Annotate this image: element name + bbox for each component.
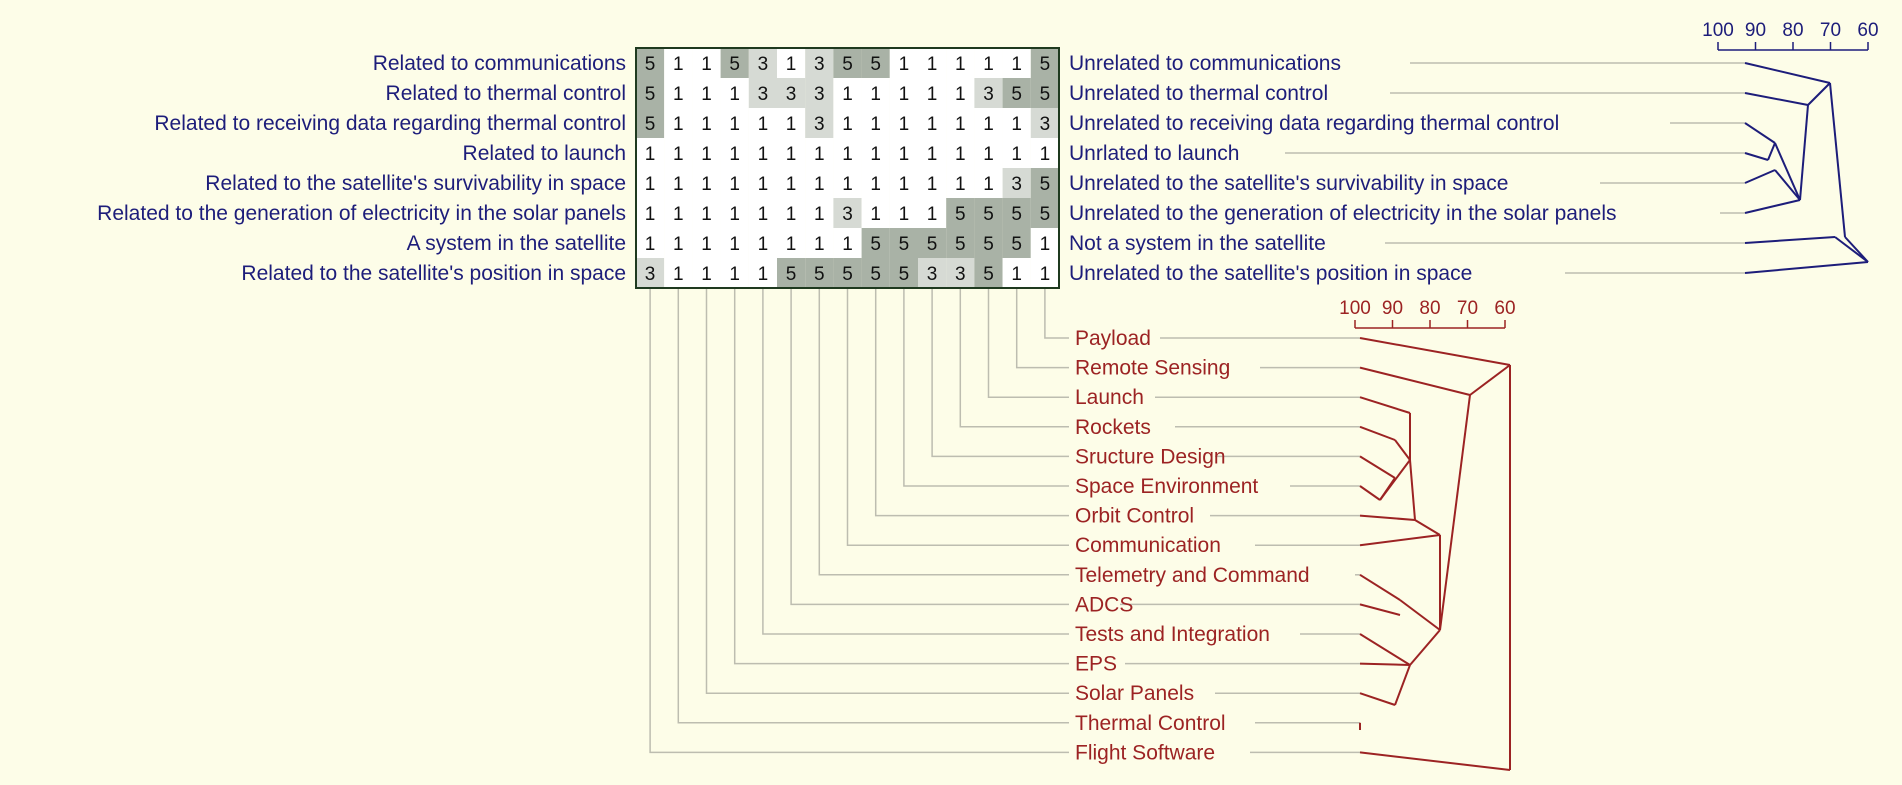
element-label: Tests and Integration — [1075, 623, 1270, 646]
cell-rating: 3 — [1011, 174, 1022, 195]
cell-rating: 1 — [814, 204, 825, 225]
scale-tick-label: 80 — [1782, 20, 1804, 41]
cell-rating: 1 — [955, 84, 966, 105]
construct-labels-left — [97, 52, 626, 285]
element-branch — [1360, 604, 1400, 615]
element-leader — [1045, 288, 1069, 338]
cell-rating: 1 — [870, 114, 881, 135]
cell-rating: 1 — [644, 174, 656, 195]
element-label: Payload — [1075, 327, 1151, 350]
construct-right-label: Unrelated to communications — [1069, 52, 1341, 75]
element-leader — [1017, 288, 1069, 368]
cell-rating: 1 — [673, 264, 684, 285]
element-label: Sructure Design — [1075, 445, 1226, 469]
cell-rating: 3 — [814, 114, 825, 135]
construct-branch — [1768, 143, 1775, 160]
cell-rating: 5 — [1011, 84, 1022, 105]
cell-rating: 1 — [1011, 264, 1022, 285]
cell-rating: 3 — [785, 84, 797, 105]
scale-tick-label: 90 — [1744, 20, 1767, 41]
cell-rating: 1 — [785, 204, 797, 225]
construct-dendrogram — [1745, 63, 1868, 273]
cell-rating: 1 — [983, 144, 994, 165]
cell-rating: 1 — [842, 234, 853, 255]
construct-right-label: Unrelated to the satellite's position in space — [1069, 262, 1473, 285]
cell-rating: 5 — [870, 54, 881, 75]
element-label: Telemetry and Command — [1075, 563, 1310, 587]
element-dendrogram — [1360, 338, 1510, 770]
cell-rating: 1 — [983, 54, 994, 75]
element-branch — [1410, 460, 1415, 520]
construct-branch — [1745, 170, 1775, 183]
cell-rating: 5 — [983, 264, 994, 285]
construct-branch — [1745, 237, 1835, 243]
cell-rating: 5 — [1039, 174, 1051, 195]
cell-rating: 1 — [757, 114, 769, 135]
cell-rating: 1 — [898, 54, 910, 75]
element-label: Communication — [1075, 534, 1221, 558]
cell-rating: 1 — [729, 204, 740, 225]
cell-rating: 3 — [814, 54, 825, 75]
cell-rating: 1 — [701, 234, 712, 255]
cell-rating: 1 — [757, 234, 769, 255]
element-branch — [1360, 752, 1510, 770]
element-label: Rockets — [1075, 415, 1151, 439]
cell-rating: 5 — [729, 54, 740, 75]
cell-rating: 3 — [955, 264, 966, 285]
cell-rating: 1 — [673, 234, 684, 255]
cell-rating: 1 — [1039, 234, 1051, 255]
cell-rating: 1 — [644, 204, 656, 225]
cell-rating: 1 — [983, 114, 994, 135]
cell-rating: 5 — [1011, 234, 1022, 255]
construct-left-label: Related to thermal control — [385, 82, 626, 105]
cell-rating: 5 — [870, 264, 881, 285]
construct-branch — [1745, 123, 1775, 143]
construct-branch — [1745, 153, 1768, 160]
cell-rating: 1 — [757, 264, 769, 285]
element-leader — [932, 288, 1069, 456]
element-label: Thermal Control — [1075, 711, 1226, 735]
construct-right-label: Unrelated to thermal control — [1069, 82, 1329, 105]
cell-rating: 1 — [729, 144, 740, 165]
construct-right-label: Unrelated to the satellite's survivability in space — [1069, 172, 1509, 195]
element-leader — [876, 288, 1069, 516]
cell-rating: 1 — [757, 204, 769, 225]
construct-left-label: Related to receiving data regarding thermal control — [154, 112, 626, 135]
construct-branch — [1830, 83, 1845, 237]
scale-tick-label: 100 — [1702, 20, 1734, 41]
element-leader — [678, 288, 1069, 723]
construct-left-label: Related to the satellite's position in space — [241, 262, 626, 285]
element-branch — [1360, 456, 1395, 478]
cell-rating: 1 — [729, 234, 740, 255]
cell-rating: 1 — [898, 114, 910, 135]
cell-rating: 1 — [729, 84, 740, 105]
element-branch — [1415, 520, 1440, 535]
cell-rating: 1 — [926, 84, 938, 105]
cell-rating: 1 — [870, 174, 881, 195]
element-branch — [1470, 365, 1510, 395]
cell-rating: 5 — [983, 234, 994, 255]
element-label: Solar Panels — [1075, 682, 1195, 706]
scale-tick-label: 90 — [1381, 298, 1404, 319]
construct-left-label: A system in the satellite — [406, 232, 626, 255]
cell-rating: 1 — [1011, 114, 1022, 135]
cell-rating: 5 — [1039, 54, 1051, 75]
construct-branch — [1745, 63, 1830, 83]
element-branch — [1360, 516, 1415, 520]
cell-rating: 3 — [644, 264, 656, 285]
cell-rating: 1 — [701, 174, 712, 195]
cell-rating: 1 — [644, 234, 656, 255]
cell-rating: 5 — [898, 264, 910, 285]
element-branch — [1360, 693, 1395, 705]
element-leader — [791, 288, 1069, 604]
element-branch — [1360, 664, 1410, 665]
cell-rating: 1 — [870, 84, 881, 105]
element-branch — [1360, 575, 1400, 600]
scale-tick-label: 60 — [1857, 20, 1879, 41]
construct-branch — [1808, 83, 1830, 105]
cell-rating: 1 — [814, 234, 825, 255]
cell-rating: 1 — [785, 54, 797, 75]
cell-rating: 1 — [673, 54, 684, 75]
construct-left-label: Related to the generation of electricity in the solar panels — [97, 202, 626, 225]
cell-rating: 1 — [898, 84, 910, 105]
cell-rating: 3 — [757, 84, 769, 105]
element-leader — [707, 288, 1070, 693]
cell-rating: 5 — [644, 84, 656, 105]
cell-rating: 5 — [644, 114, 656, 135]
cell-rating: 1 — [1011, 54, 1022, 75]
element-label: Space Environment — [1075, 475, 1259, 498]
cell-rating: 1 — [842, 174, 853, 195]
cell-rating: 1 — [926, 54, 938, 75]
cell-rating: 1 — [673, 204, 684, 225]
cell-rating: 5 — [1011, 204, 1022, 225]
element-branch — [1395, 440, 1410, 460]
cell-rating: 5 — [1039, 84, 1051, 105]
cell-rating: 1 — [1011, 144, 1022, 165]
element-branch — [1360, 634, 1410, 665]
element-branch — [1395, 665, 1410, 705]
cell-rating: 1 — [842, 144, 853, 165]
cell-rating: 1 — [701, 54, 712, 75]
cell-rating: 3 — [842, 204, 853, 225]
cell-rating: 3 — [983, 84, 994, 105]
cell-rating: 1 — [729, 174, 740, 195]
cell-rating: 5 — [644, 54, 656, 75]
element-leader — [989, 288, 1070, 397]
cell-rating: 5 — [955, 234, 966, 255]
construct-left-label: Related to launch — [462, 142, 626, 165]
cell-rating: 1 — [955, 114, 966, 135]
cell-rating: 5 — [842, 54, 853, 75]
scale-tick-label: 60 — [1494, 298, 1516, 319]
element-similarity-scale — [1339, 298, 1515, 328]
element-label: EPS — [1075, 652, 1118, 676]
cell-rating: 1 — [926, 204, 938, 225]
cell-rating: 5 — [955, 204, 966, 225]
construct-branch — [1800, 105, 1808, 200]
element-leader — [960, 288, 1069, 427]
cell-rating: 1 — [870, 144, 881, 165]
cell-rating: 5 — [785, 264, 797, 285]
scale-tick-label: 80 — [1419, 298, 1441, 319]
element-label: Orbit Control — [1075, 504, 1195, 528]
cell-rating: 3 — [926, 264, 938, 285]
cell-rating: 1 — [729, 264, 740, 285]
cell-rating: 1 — [926, 114, 938, 135]
element-leader — [763, 288, 1069, 634]
element-leader — [848, 288, 1070, 545]
cell-rating: 1 — [926, 174, 938, 195]
cell-rating: 1 — [955, 144, 966, 165]
cell-rating: 5 — [842, 264, 853, 285]
cell-rating: 1 — [729, 114, 740, 135]
cell-rating: 1 — [701, 204, 712, 225]
cell-rating: 1 — [701, 264, 712, 285]
cell-rating: 1 — [955, 54, 966, 75]
cell-rating: 1 — [926, 144, 938, 165]
cell-rating: 1 — [701, 84, 712, 105]
cell-rating: 1 — [1039, 264, 1051, 285]
construct-right-label: Unrlated to launch — [1069, 142, 1240, 165]
cell-rating: 5 — [926, 234, 938, 255]
cell-rating: 1 — [842, 84, 853, 105]
cell-rating: 1 — [673, 144, 684, 165]
cell-rating: 1 — [898, 204, 910, 225]
construct-branch — [1845, 237, 1868, 262]
cell-rating: 1 — [785, 144, 797, 165]
cell-rating: 1 — [673, 84, 684, 105]
scale-tick-label: 70 — [1819, 20, 1842, 41]
element-branch — [1380, 460, 1410, 500]
construct-left-label: Related to the satellite's survivability in space — [205, 172, 626, 195]
cell-rating: 1 — [673, 174, 684, 195]
element-label: Flight Software — [1075, 741, 1216, 765]
element-branch — [1410, 630, 1440, 665]
cell-rating: 5 — [814, 264, 825, 285]
element-branch — [1360, 397, 1410, 413]
cell-rating: 1 — [955, 174, 966, 195]
element-label: ADCS — [1075, 593, 1134, 617]
cell-rating: 1 — [644, 144, 656, 165]
cell-rating: 1 — [870, 204, 881, 225]
element-branch — [1360, 535, 1440, 545]
element-label: Launch — [1075, 386, 1144, 410]
cell-rating: 1 — [785, 174, 797, 195]
element-branch — [1360, 486, 1380, 500]
element-branch — [1440, 395, 1470, 630]
element-leader — [650, 288, 1069, 752]
cell-rating: 1 — [814, 174, 825, 195]
construct-branch — [1745, 93, 1808, 105]
cell-rating: 1 — [785, 234, 797, 255]
cell-rating: 1 — [898, 144, 910, 165]
element-leader — [735, 288, 1069, 664]
cell-rating: 1 — [785, 114, 797, 135]
element-label: Remote Sensing — [1075, 356, 1231, 380]
cell-rating: 1 — [701, 144, 712, 165]
construct-branch — [1835, 237, 1868, 262]
cell-rating: 3 — [1039, 114, 1051, 135]
rating-matrix — [636, 48, 1059, 288]
cell-rating: 3 — [757, 54, 769, 75]
construct-left-label: Related to communications — [372, 52, 626, 75]
cell-rating: 1 — [673, 114, 684, 135]
cell-rating: 1 — [814, 144, 825, 165]
cell-rating: 3 — [814, 84, 825, 105]
element-branch — [1400, 600, 1440, 630]
construct-branch — [1745, 262, 1868, 273]
element-branch — [1360, 368, 1470, 395]
cell-rating: 1 — [701, 114, 712, 135]
scale-tick-label: 70 — [1456, 298, 1479, 319]
cell-rating: 5 — [898, 234, 910, 255]
cell-rating: 5 — [1039, 204, 1051, 225]
element-branch — [1360, 427, 1395, 440]
element-branch — [1360, 338, 1510, 365]
construct-right-label: Not a system in the satellite — [1069, 232, 1326, 255]
cell-rating: 1 — [898, 174, 910, 195]
cell-rating: 5 — [983, 204, 994, 225]
construct-branch — [1775, 170, 1800, 200]
construct-right-label: Unrelated to receiving data regarding thermal control — [1069, 112, 1560, 135]
cell-rating: 1 — [757, 174, 769, 195]
construct-labels-right — [1069, 52, 1617, 285]
element-leader — [819, 288, 1069, 575]
cell-rating: 5 — [870, 234, 881, 255]
scale-tick-label: 100 — [1339, 298, 1371, 319]
construct-right-label: Unrelated to the generation of electricity in the solar panels — [1069, 202, 1617, 225]
construct-branch — [1745, 200, 1800, 213]
cell-rating: 1 — [757, 144, 769, 165]
construct-similarity-scale — [1702, 20, 1878, 50]
cell-rating: 1 — [983, 174, 994, 195]
cell-rating: 1 — [1039, 144, 1051, 165]
cell-rating: 1 — [842, 114, 853, 135]
construct-branch — [1775, 143, 1800, 200]
